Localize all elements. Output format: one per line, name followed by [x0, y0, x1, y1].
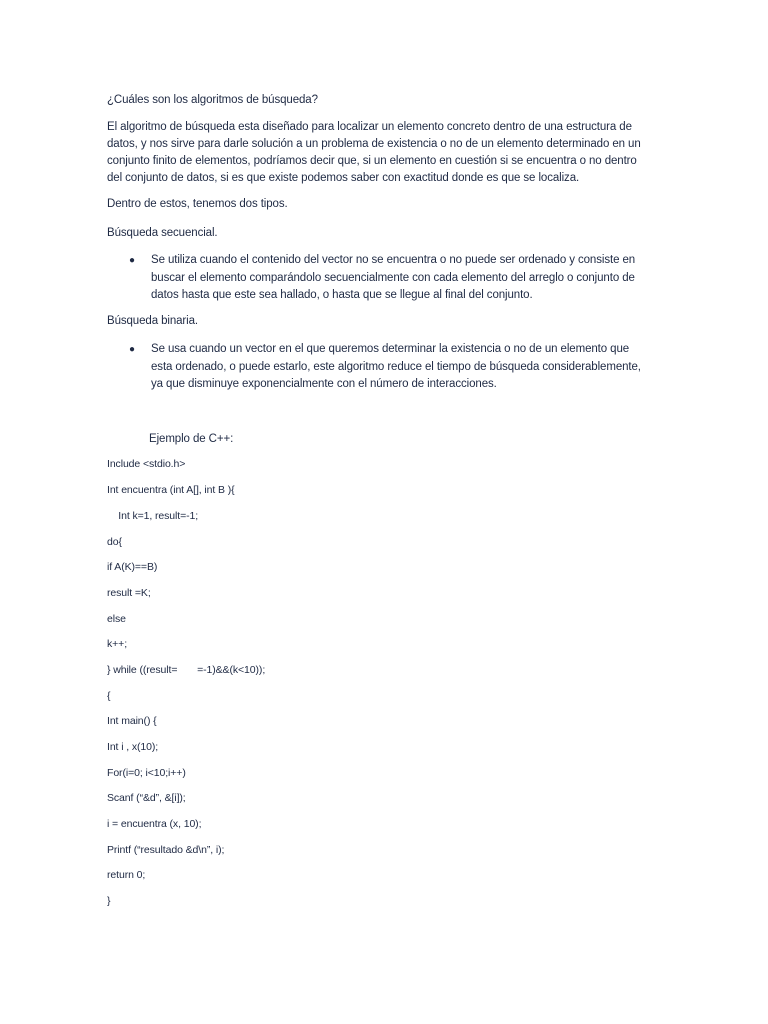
code-line: else: [107, 613, 126, 625]
code-line: } while ((result= =-1)&&(k<10));: [107, 664, 266, 676]
types-intro: Dentro de estos, tenemos dos tipos.: [107, 198, 288, 210]
code-line: Int encuentra (int A[], int B ){: [107, 484, 235, 496]
code-line: i = encuentra (x, 10);: [107, 818, 202, 830]
code-line: k++;: [107, 638, 128, 650]
question-heading: ¿Cuáles son los algoritmos de búsqueda?: [107, 94, 318, 106]
bullet-dot: ●: [129, 344, 135, 355]
example-title: Ejemplo de C++:: [149, 433, 234, 445]
code-line: result =K;: [107, 587, 151, 599]
bullet-text-binary: Se usa cuando un vector en el que queremos determinar la existencia o no de un elemento que esta ordenado, o puede estarlo, este algoritmo reduce el tiempo de búsqueda considerablemente, ya que disminuye exponencialmente con el número de interacciones.: [151, 343, 641, 390]
intro-paragraph: El algoritmo de búsqueda esta diseñado para localizar un elemento concreto dentro de una estructura de datos, y nos sirve para darle solución a un problema de existencia o no de un elemento determinado en un conjunto finito de elementos, podríamos decir que, si un elemento en cuestión si se encuentra o no dentro del conjunto de datos, si es que existe podemos saber con exactitud donde es que se localiza.: [107, 121, 641, 184]
code-line: Int i , x(10);: [107, 741, 159, 753]
code-line: {: [107, 690, 111, 702]
section-heading-binary: Búsqueda binaria.: [107, 315, 199, 327]
code-line: do{: [107, 536, 122, 548]
code-line: Include <stdio.h>: [107, 458, 186, 470]
code-line: }: [107, 895, 111, 907]
code-line: Int main() {: [107, 715, 157, 727]
section-heading-sequential: Búsqueda secuencial.: [107, 227, 218, 239]
code-line: Printf (“resultado &d\n”, i);: [107, 844, 225, 856]
code-line: if A(K)==B): [107, 561, 158, 573]
code-line: Int k=1, result=-1;: [107, 510, 199, 522]
bullet-dot: ●: [129, 255, 135, 266]
code-line: For(i=0; i<10;i++): [107, 767, 186, 779]
bullet-text-sequential: Se utiliza cuando el contenido del vector no se encuentra o no puede ser ordenado y consiste en buscar el elemento comparándolo secuencialmente con cada elemento del arreglo o conjunto de datos hasta que este sea hallado, o hasta que se llegue al final del conjunto.: [151, 254, 636, 301]
code-line: return 0;: [107, 869, 146, 881]
code-line: Scanf (“&d”, &[i]);: [107, 792, 186, 804]
